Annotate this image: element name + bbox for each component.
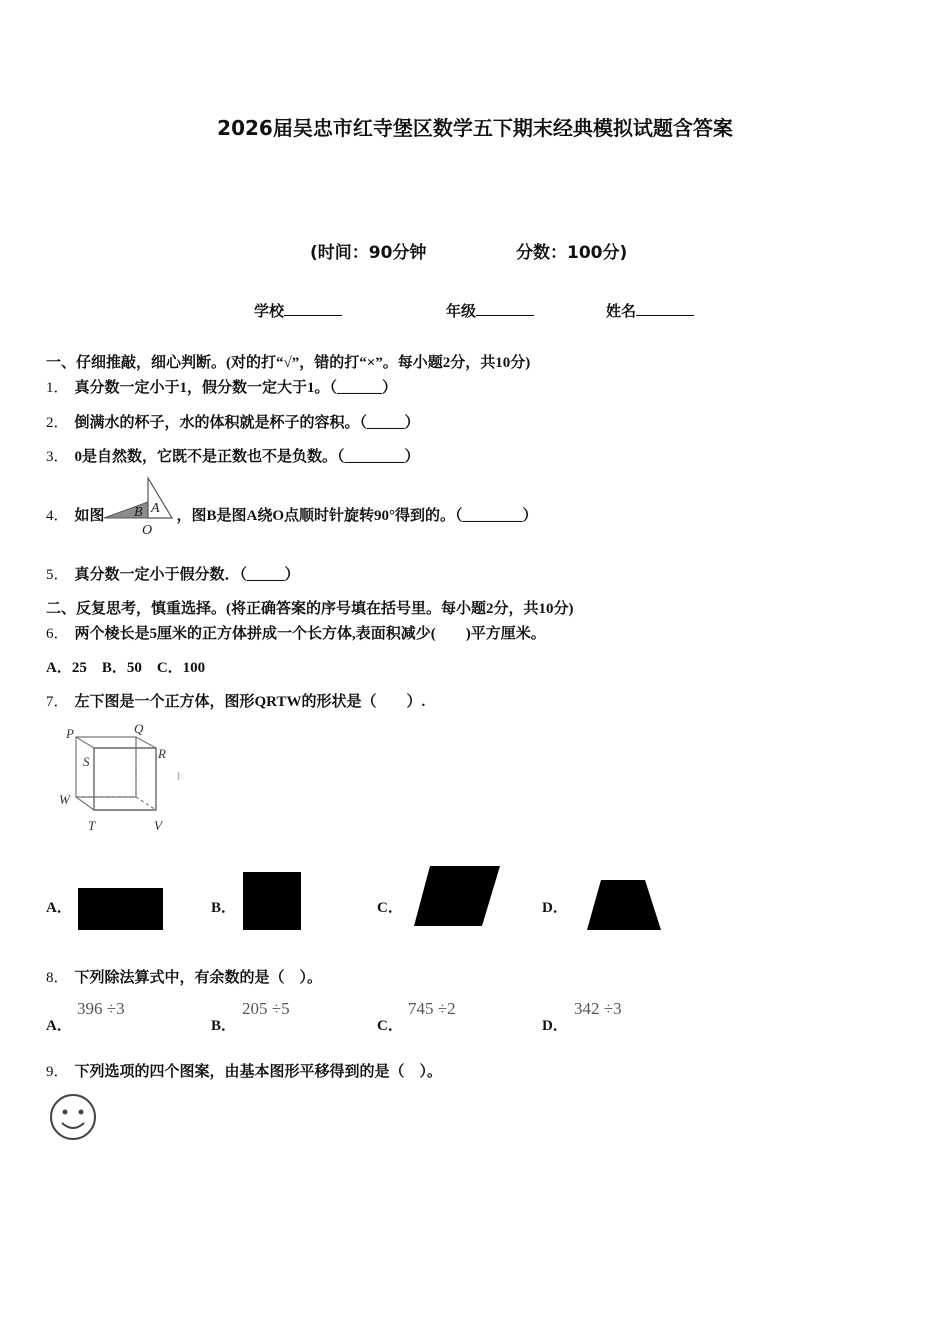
q8-option-c-label: C． (377, 1018, 403, 1034)
label-o: O (142, 523, 153, 538)
section2-heading: 二、反复思考，慎重选择。(将正确答案的序号填在括号里。每小题2分，共10分) (46, 601, 574, 617)
question-8: 8． 下列除法算式中，有余数的是（ ）。 (46, 970, 323, 986)
rotation-figure (102, 474, 176, 538)
cube-mark (178, 772, 179, 780)
cube-label-r: R (158, 746, 166, 761)
cube-label-q: Q (134, 722, 144, 736)
q7-option-b-label: B． (211, 900, 237, 916)
cube-label-v: V (154, 818, 162, 833)
question-4: 4． 如图 ，图B是图A绕O点顺时针旋转90°得到的。（________） (46, 508, 538, 524)
exam-score: 分数：100分) (516, 243, 628, 263)
q7-option-a-rectangle[interactable] (78, 888, 163, 930)
q7-option-d-trapezoid[interactable] (585, 878, 663, 932)
cube-label-w: W (59, 792, 70, 807)
label-b: B (134, 505, 143, 520)
exam-time: (时间：90分钟 (310, 243, 427, 263)
question-2: 2． 倒满水的杯子，水的体积就是杯子的容积。（_____） (46, 415, 420, 431)
name-field (606, 300, 694, 321)
q7-option-d-label: D． (542, 900, 568, 916)
page-title: 2026届吴忠市红寺堡区数学五下期末经典模拟试题含答案 (217, 116, 733, 140)
school-label: 学校 (254, 304, 285, 320)
question-3: 3． 0是自然数，它既不是正数也不是负数。（________） (46, 449, 420, 465)
school-field (254, 300, 342, 321)
q8-option-a-expr: 396 ÷3 (77, 999, 125, 1018)
q8-option-b-expr: 205 ÷5 (242, 999, 290, 1018)
q8-option-b-label: B． (211, 1018, 237, 1034)
q8-option-d-label: D． (542, 1018, 568, 1034)
name-label: 姓名 (606, 304, 637, 320)
cube-figure (54, 722, 184, 836)
q7-option-c-parallelogram[interactable] (412, 864, 502, 928)
question-5: 5． 真分数一定小于假分数．（_____） (46, 567, 300, 583)
grade-field (446, 300, 534, 321)
q8-option-c-expr: 745 ÷2 (408, 999, 456, 1018)
question-6: 6． 两个棱长是5厘米的正方体拼成一个长方体,表面积减少( )平方厘米。 (46, 626, 546, 642)
question-7: 7． 左下图是一个正方体，图形QRTW的形状是（ ）. (46, 694, 426, 710)
q7-option-a-label: A． (46, 900, 72, 916)
question-9: 9． 下列选项的四个图案，由基本图形平移得到的是（ ）。 (46, 1064, 443, 1080)
smiley-face-icon (48, 1092, 100, 1144)
q7-option-c-label: C． (377, 900, 403, 916)
cube-label-t: T (88, 818, 96, 833)
cube-label-s: S (83, 754, 90, 769)
q8-option-a-label: A． (46, 1018, 72, 1034)
cube-front-face (94, 748, 156, 810)
q7-option-b-square[interactable] (243, 872, 301, 930)
cube-label-p: P (66, 726, 74, 741)
section1-heading: 一、仔细推敲，细心判断。(对的打“√”，错的打“×”。每小题2分，共10分) (46, 355, 531, 371)
label-a: A (151, 501, 160, 516)
grade-label: 年级 (446, 304, 477, 320)
q8-option-d-expr: 342 ÷3 (574, 999, 622, 1018)
question-1: 1． 真分数一定小于1，假分数一定大于1。（______） (46, 380, 398, 396)
question-6-options: A．25 B．50 C．100 (46, 660, 206, 676)
